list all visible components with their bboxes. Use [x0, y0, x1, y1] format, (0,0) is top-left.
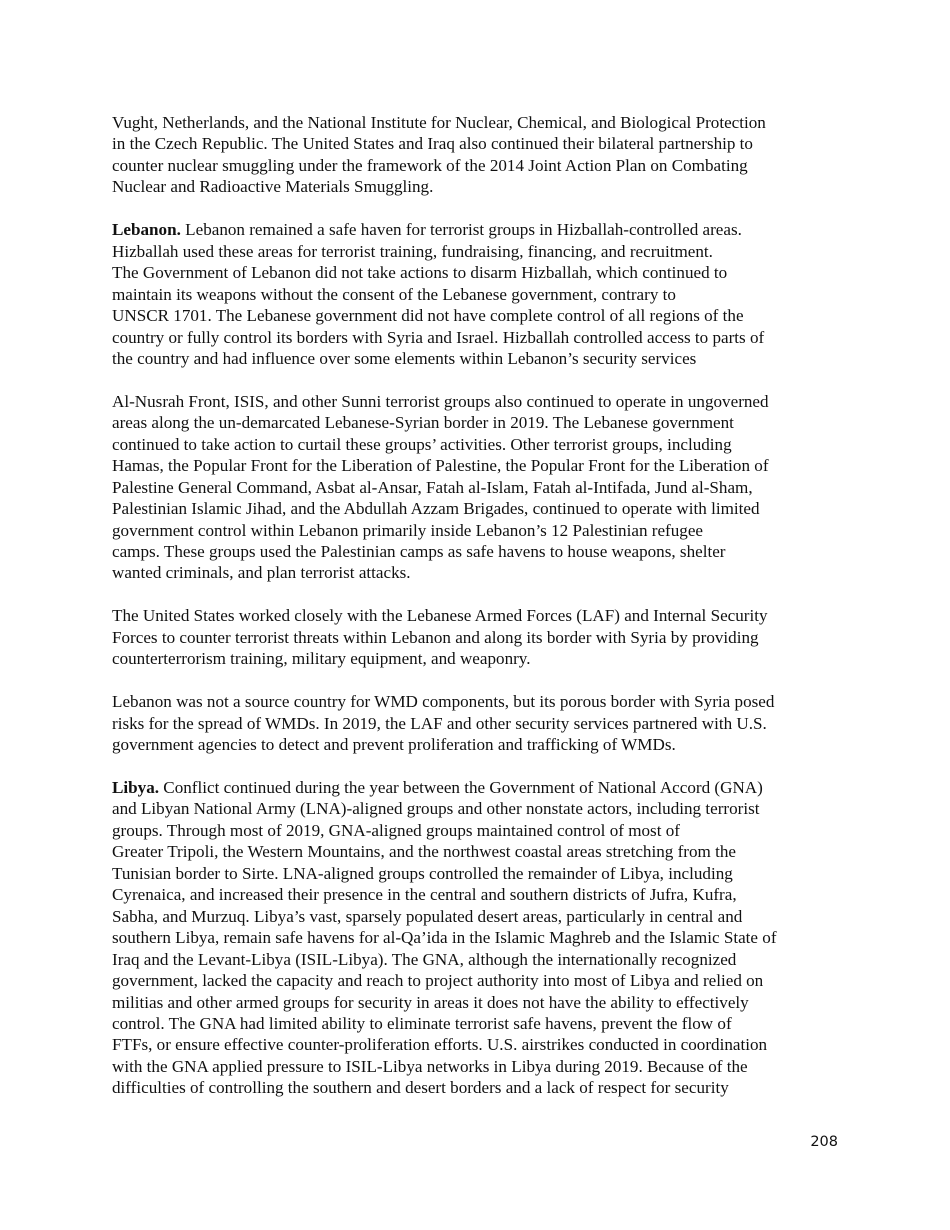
text-line — [112, 219, 847, 240]
text-run: wanted criminals, and plan terrorist attacks. — [112, 563, 411, 583]
text-run: Vught, Netherlands, and the National Institute for Nuclear, Chemical, and Biological Protection — [112, 113, 766, 132]
text-run: FTFs, or ensure effective counter-proliferation efforts. U.S. airstrikes conducted in coordination — [112, 1035, 768, 1055]
text-line — [112, 455, 847, 476]
text-run: camps. These groups used the Palestinian camps as safe havens to house weapons, shelter — [112, 542, 726, 562]
text-run: risks for the spread of WMDs. In 2019, the LAF and other security services partnered with U.S. — [112, 713, 767, 733]
text-run: government, lacked the capacity and reach to project authority into most of Libya and relied on — [112, 971, 764, 991]
text-line — [112, 734, 847, 755]
text-line — [112, 348, 847, 369]
text-line — [112, 713, 847, 734]
paragraph — [112, 777, 847, 1099]
text-line — [112, 992, 847, 1013]
text-line — [112, 949, 847, 970]
text-line — [112, 820, 847, 841]
text-line — [112, 906, 847, 927]
text-line — [112, 863, 847, 884]
text-run: and Libyan National Army (LNA)-aligned groups and other nonstate actors, including terrorist — [112, 799, 760, 819]
text-line — [112, 777, 847, 798]
section-heading: Libya. — [112, 777, 160, 797]
text-line — [112, 970, 847, 991]
text-run: southern Libya, remain safe havens for al-Qa’ida in the Islamic Maghreb and the Islamic State of — [112, 928, 777, 948]
text-run: Hamas, the Popular Front for the Liberation of Palestine, the Popular Front for the Liberation of — [112, 456, 769, 476]
text-line — [112, 305, 847, 326]
text-run: Greater Tripoli, the Western Mountains, and the northwest coastal areas stretching from the — [112, 842, 736, 862]
text-run: Al-Nusrah Front, ISIS, and other Sunni terrorist groups also continued to operate in ungoverned — [112, 391, 769, 411]
text-line — [112, 648, 847, 669]
text-run: Nuclear and Radioactive Materials Smuggling. — [112, 177, 434, 197]
text-line — [112, 520, 847, 541]
text-run: militias and other armed groups for security in areas it does not have the ability to effectively — [112, 992, 749, 1012]
text-run: government agencies to detect and prevent proliferation and trafficking of WMDs. — [112, 735, 676, 755]
text-line — [112, 434, 847, 455]
text-run: Tunisian border to Sirte. LNA-aligned groups controlled the remainder of Libya, including — [112, 863, 733, 883]
text-run: Palestine General Command, Asbat al-Ansar, Fatah al-Islam, Fatah al-Intifada, Jund al-Sham, — [112, 477, 753, 497]
text-run: areas along the un-demarcated Lebanese-Syrian border in 2019. The Lebanese government — [112, 413, 734, 433]
text-run: The United States worked closely with the Lebanese Armed Forces (LAF) and Internal Security — [112, 606, 768, 626]
paragraph — [112, 391, 847, 584]
text-line — [112, 1013, 847, 1034]
text-run: counterterrorism training, military equipment, and weaponry. — [112, 649, 531, 669]
text-run: continued to take action to curtail these groups’ activities. Other terrorist groups, including — [112, 434, 732, 454]
text-line — [112, 841, 847, 862]
text-line — [112, 1077, 847, 1098]
text-run: Forces to counter terrorist threats within Lebanon and along its border with Syria by providing — [112, 627, 759, 647]
text-line — [112, 327, 847, 348]
text-run: counter nuclear smuggling under the framework of the 2014 Joint Action Plan on Combating — [112, 155, 748, 175]
text-run: Palestinian Islamic Jihad, and the Abdullah Azzam Brigades, continued to operate with limited — [112, 499, 760, 519]
text-line — [112, 884, 847, 905]
text-line — [112, 498, 847, 519]
text-line — [112, 133, 847, 154]
text-line — [112, 284, 847, 305]
text-run: the country and had influence over some elements within Lebanon’s security services — [112, 348, 697, 368]
text-line — [112, 798, 847, 819]
page-number: 208 — [810, 1134, 838, 1150]
text-line — [112, 1056, 847, 1077]
text-line — [112, 391, 847, 412]
text-line — [112, 541, 847, 562]
text-run: government control within Lebanon primarily inside Lebanon’s 12 Palestinian refugee — [112, 520, 704, 540]
text-run: Hizballah used these areas for terrorist training, fundraising, financing, and recruitment. — [112, 241, 713, 261]
paragraph — [112, 605, 847, 669]
text-line — [112, 562, 847, 583]
paragraph — [112, 112, 847, 198]
text-line — [112, 262, 847, 283]
text-line — [112, 605, 847, 626]
text-run: Iraq and the Levant-Libya (ISIL-Libya). The GNA, although the internationally recognized — [112, 949, 737, 969]
text-line — [112, 927, 847, 948]
text-run: difficulties of controlling the southern and desert borders and a lack of respect for security — [112, 1078, 729, 1098]
text-run: groups. Through most of 2019, GNA-aligned groups maintained control of most of — [112, 820, 680, 840]
text-run: Cyrenaica, and increased their presence in the central and southern districts of Jufra, Kufra, — [112, 885, 737, 905]
section-heading: Lebanon. — [112, 220, 181, 240]
text-line — [112, 627, 847, 648]
text-line — [112, 241, 847, 262]
text-run: with the GNA applied pressure to ISIL-Libya networks in Libya during 2019. Because of the — [112, 1056, 748, 1076]
text-run: control. The GNA had limited ability to eliminate terrorist safe havens, prevent the flow of — [112, 1013, 732, 1033]
text-run: The Government of Lebanon did not take actions to disarm Hizballah, which continued to — [112, 263, 728, 283]
text-line — [112, 412, 847, 433]
text-line — [112, 112, 847, 133]
text-run: Sabha, and Murzuq. Libya’s vast, sparsely populated desert areas, particularly in central and — [112, 906, 743, 926]
paragraph — [112, 691, 847, 755]
text-run: Conflict continued during the year between the Government of National Accord (GNA) — [159, 777, 763, 797]
text-run: in the Czech Republic. The United States and Iraq also continued their bilateral partnership to — [112, 134, 753, 154]
text-run: UNSCR 1701. The Lebanese government did not have complete control of all regions of the — [112, 306, 744, 326]
text-run: Lebanon remained a safe haven for terrorist groups in Hizballah-controlled areas. — [180, 220, 742, 240]
text-line — [112, 477, 847, 498]
text-line — [112, 691, 847, 712]
text-run: Lebanon was not a source country for WMD components, but its porous border with Syria posed — [112, 692, 775, 712]
text-run: country or fully control its borders with Syria and Israel. Hizballah controlled access to parts of — [112, 327, 765, 347]
text-line — [112, 1034, 847, 1055]
text-line — [112, 155, 847, 176]
paragraph — [112, 219, 847, 369]
body-text — [112, 112, 847, 1120]
text-line — [112, 176, 847, 197]
text-run: maintain its weapons without the consent of the Lebanese government, contrary to — [112, 284, 676, 304]
